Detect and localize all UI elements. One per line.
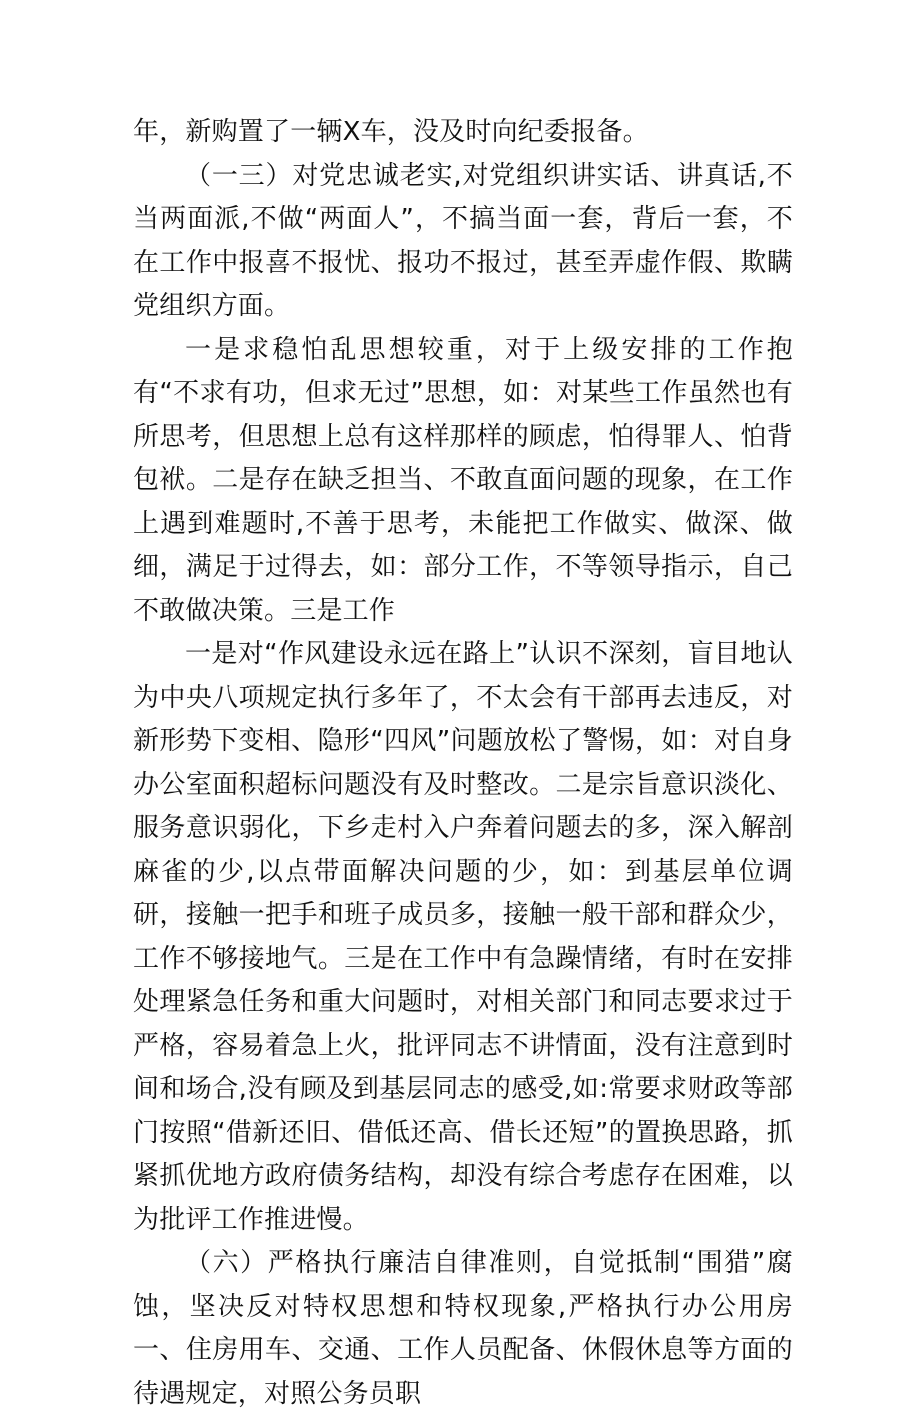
document-body xyxy=(133,111,793,1416)
paragraph-3: 一是求稳怕乱思想较重，对于上级安排的工作抱有“不求有功，但求无过”思想，如：对某些工作虽然也有所思考，但思想上总有这样那样的顾虑，怕得罪人、怕背包袱。二是存在缺乏担当、不敢直面问题的现象，在工作上遇到难题时,不善于思考，未能把工作做实、做深、做细，满足于过得去，如：部分工作，不等领导指示，自己不敢做决策。三是工作 xyxy=(133,334,793,626)
paragraph-2: （一三）对党忠诚老实,对党组织讲实话、讲真话,不当两面派,不做“两面人”，不搞当面一套，背后一套，不在工作中报喜不报忧、报功不报过，甚至弄虚作假、欺瞒党组织方面。 xyxy=(133,160,793,321)
paragraph-1: 年，新购置了一辆X车，没及时向纪委报备。 xyxy=(133,117,649,147)
paragraph-4: 一是对“作风建设永远在路上”认识不深刻，盲目地认为中央八项规定执行多年了，不太会有干部再去违反，对新形势下变相、隐形“四风”问题放松了警惕，如：对自身办公室面积超标问题没有及时整改。二是宗旨意识淡化、服务意识弱化，下乡走村入户奔着问题去的多，深入解剖麻雀的少,以点带面解决问题的少，如：到基层单位调研，接触一把手和班子成员多，接触一般干部和群众少，工作不够接地气。三是在工作中有急躁情绪，有时在安排处理紧急任务和重大问题时，对相关部门和同志要求过于严格，容易着急上火，批评同志不讲情面，没有注意到时间和场合,没有顾及到基层同志的感受,如:常要求财政等部门按照“借新还旧、借低还高、借长还短”的置换思路，抓紧抓优地方政府债务结构，却没有综合考虑存在困难，以为批评工作推进慢。 xyxy=(133,639,793,1235)
paragraph-5: （六）严格执行廉洁自律准则，自觉抵制“围猎”腐蚀，坚决反对特权思想和特权现象,严格执行办公用房一、住房用车、交通、工作人员配备、休假休息等方面的待遇规定，对照公务员职 xyxy=(133,1248,793,1409)
